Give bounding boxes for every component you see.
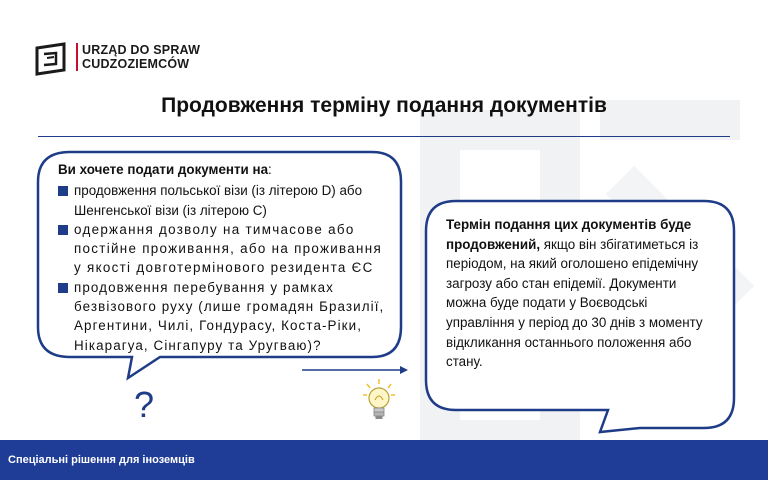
footer-text: Спеціальні рішення для іноземців — [8, 454, 195, 466]
list-item: продовження перебування у рамках безвізового руху (лише громадян Бразилії, Аргентини, Чилі, Гондурасу, Коста-Ріки, Нікарагуа, Сінгапуру та Уругваю)? — [58, 278, 388, 355]
lightbulb-icon — [362, 378, 396, 426]
bullet-square-icon — [58, 283, 68, 293]
arrow-icon — [302, 366, 408, 374]
right-bubble-body: якщо він збігатиметься із періодом, на який оголошено епідемічну загрозу або стан епідемії. Документи можна буде подати у Воєводські управління у період до 30 днів з моменту відкликання останнього положення або стану. — [446, 236, 703, 370]
right-bubble-bold: Термін подання цих документів буде продовжений, — [446, 217, 692, 252]
brand-line-2: CUDZOZIEMCÓW — [82, 57, 190, 71]
footer-bar — [0, 440, 768, 480]
list-item: одержання дозволу на тимчасове або постійне проживання, або на проживання у якості довготермінового резидента ЄС — [58, 220, 388, 278]
right-bubble-text — [446, 215, 714, 372]
list-item: продовження польської візи (із літерою D) або Шенгенської візи (із літерою С) — [58, 181, 388, 220]
left-lead-bold: Ви хочете подати документи на — [58, 162, 269, 177]
page-title: Продовження терміну подання документів — [161, 94, 607, 117]
brand-line-1: URZĄD DO SPRAW — [82, 43, 201, 57]
left-bubble-text — [58, 160, 388, 355]
question-mark-icon: ? — [134, 384, 155, 425]
left-lead-tail: : — [268, 162, 272, 177]
bullet-square-icon — [58, 186, 68, 196]
requirements-list — [58, 181, 388, 355]
left-lead — [58, 160, 388, 179]
bullet-square-icon — [58, 225, 68, 235]
